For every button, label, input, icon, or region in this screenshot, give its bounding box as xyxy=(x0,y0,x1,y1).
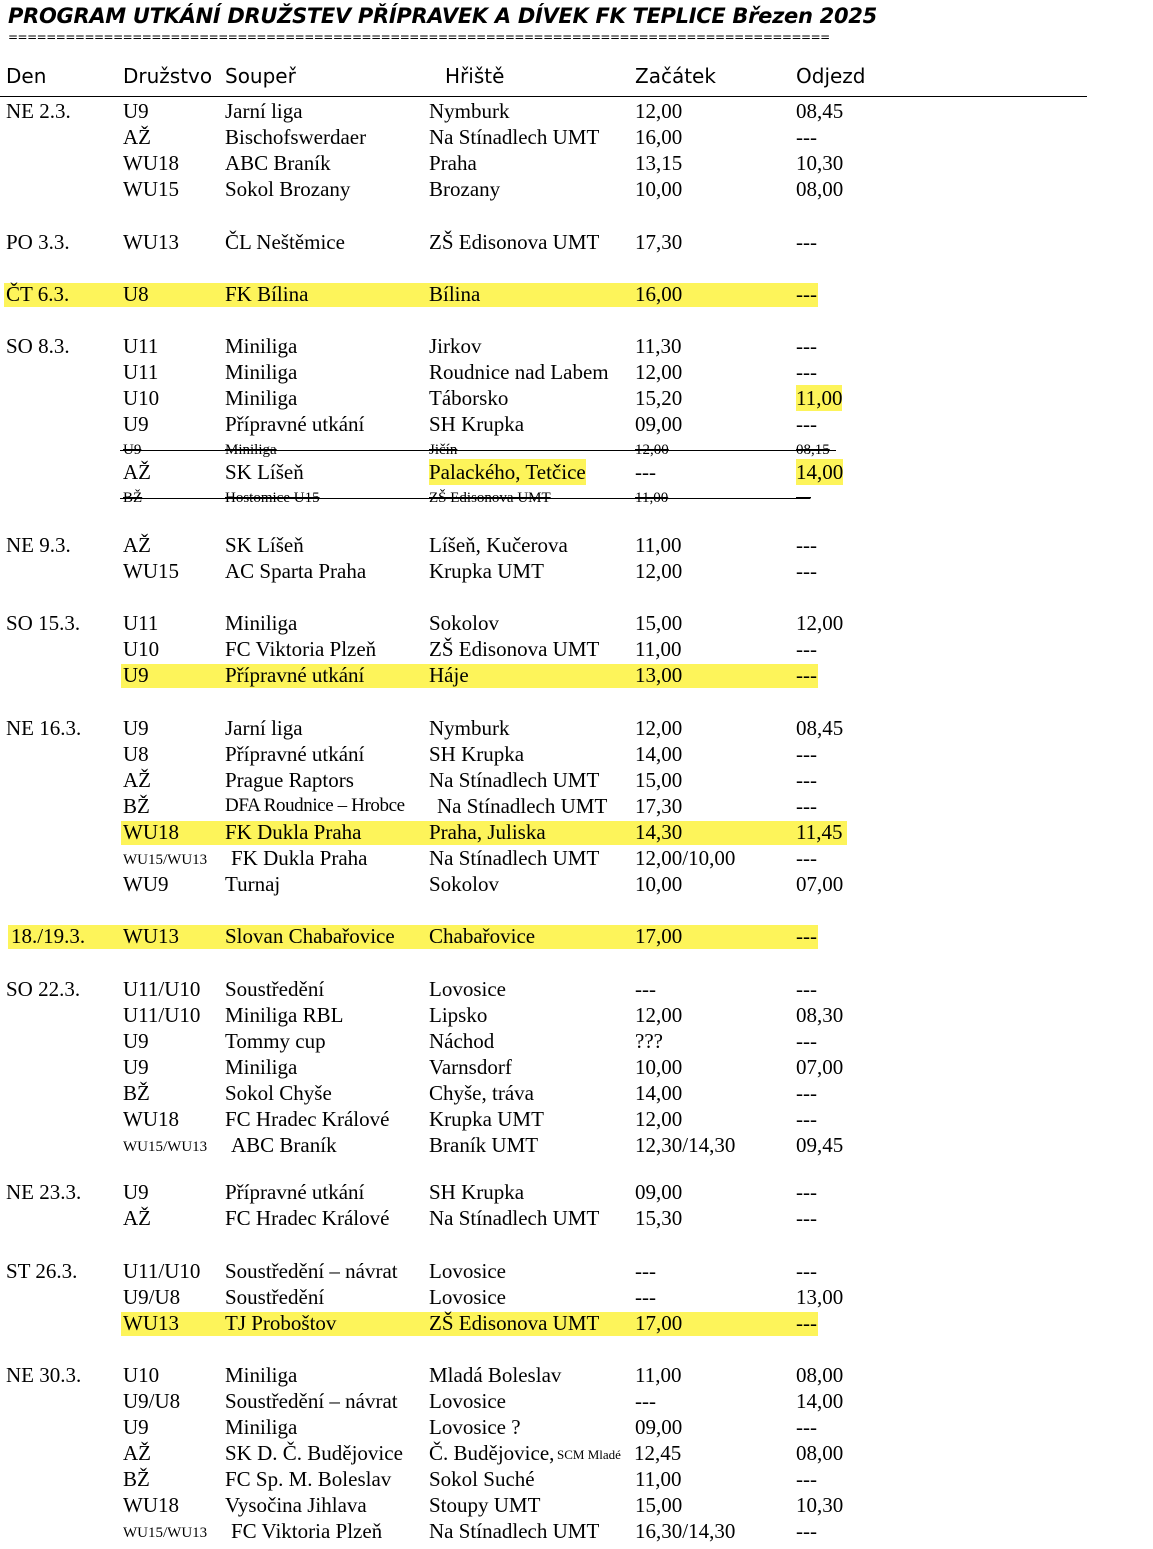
cell-start: 12,00 xyxy=(635,99,683,123)
cell-opponent: Soustředění – návrat xyxy=(225,1389,398,1413)
cell-start: 12,00 xyxy=(635,360,683,384)
cell-venue: Krupka UMT xyxy=(429,559,544,583)
cell-start: 11,00 xyxy=(635,490,669,506)
page-title: PROGRAM UTKÁNÍ DRUŽSTEV PŘÍPRAVEK A DÍVEK FK TEPLICE Březen 2025 xyxy=(8,4,877,28)
cell-team: U9 xyxy=(123,99,149,123)
cell-venue: Na Stínadlech UMT xyxy=(437,794,608,818)
cell-venue: Líšeň, Kučerova xyxy=(429,533,568,557)
cell-departure: 08,15 xyxy=(796,442,830,458)
cell-departure: 07,00 xyxy=(796,872,844,896)
table-row xyxy=(0,1106,1153,1132)
cell-venue-note: SCM Mladé xyxy=(557,1447,621,1462)
cell-day: 18./19.3. xyxy=(11,924,86,948)
header-day: Den xyxy=(6,64,47,88)
cell-venue: Lovosice xyxy=(429,1285,506,1309)
cell-start: 17,30 xyxy=(635,794,683,818)
cell-venue: Jičín xyxy=(429,442,458,458)
header-venue: Hřiště xyxy=(445,64,505,88)
cell-team: U11 xyxy=(123,360,159,384)
cell-day: SO 8.3. xyxy=(6,334,70,358)
cell-opponent: Miniliga xyxy=(225,360,298,384)
table-row xyxy=(0,610,1153,636)
cell-opponent: FC Hradec Králové xyxy=(225,1206,390,1230)
cell-team: WU13 xyxy=(123,1311,179,1335)
table-row xyxy=(0,1028,1153,1054)
cell-team: AŽ xyxy=(123,1441,151,1465)
cell-start: 15,20 xyxy=(635,386,683,410)
cell-venue: Táborsko xyxy=(429,386,509,410)
header-team: Družstvo xyxy=(123,64,213,88)
cell-team: U10 xyxy=(123,386,160,410)
table-row xyxy=(0,333,1153,359)
cell-venue: Nymburk xyxy=(429,99,510,123)
cell-day: ČT 6.3. xyxy=(6,282,70,306)
cell-departure: --- xyxy=(796,924,817,948)
cell-team: WU18 xyxy=(123,1107,179,1131)
cell-start: 11,00 xyxy=(635,533,682,557)
cell-opponent: ČL Neštěmice xyxy=(225,230,345,254)
cell-start: 11,00 xyxy=(635,637,682,661)
cell-departure: 13,00 xyxy=(796,1285,844,1309)
cell-opponent: Sokol Chyše xyxy=(225,1081,332,1105)
cell-opponent: Miniliga xyxy=(225,1055,298,1079)
cell-team: AŽ xyxy=(123,533,151,557)
cell-start: --- xyxy=(635,460,656,484)
cell-start: 09,00 xyxy=(635,1180,683,1204)
cell-departure: --- xyxy=(796,1519,817,1543)
cell-opponent: Přípravné utkání xyxy=(225,412,365,436)
cell-team: AŽ xyxy=(123,768,151,792)
cell-venue: Nymburk xyxy=(429,716,510,740)
cell-venue: Háje xyxy=(429,663,469,687)
cell-start: 12,00 xyxy=(635,559,683,583)
cell-team: U9 xyxy=(123,442,142,458)
cell-team: AŽ xyxy=(123,1206,151,1230)
cell-venue: Na Stínadlech UMT xyxy=(429,846,600,870)
header-rule xyxy=(0,96,1087,97)
cell-team: WU15/WU13 xyxy=(123,852,208,868)
cell-day: SO 22.3. xyxy=(6,977,81,1001)
table-row-highlighted xyxy=(0,662,1153,688)
cell-departure: --- xyxy=(796,1206,817,1230)
cell-start: --- xyxy=(635,1389,656,1413)
cell-venue: SH Krupka xyxy=(429,1180,525,1204)
cell-opponent: Miniliga xyxy=(225,334,298,358)
table-row xyxy=(0,976,1153,1002)
cell-venue: Roudnice nad Labem xyxy=(429,360,609,384)
table-row xyxy=(0,1258,1153,1284)
cell-team: WU13 xyxy=(123,924,179,948)
cell-venue: Lovosice xyxy=(429,1259,506,1283)
cell-start: 13,00 xyxy=(635,663,683,687)
cell-start: 12,00 xyxy=(635,716,683,740)
table-row-highlighted xyxy=(0,923,1153,949)
cell-venue: ZŠ Edisonova UMT xyxy=(429,1311,600,1335)
cell-team: WU15 xyxy=(123,559,179,583)
cell-departure: 08,45 xyxy=(796,716,844,740)
cell-opponent: FK Bílina xyxy=(225,282,309,306)
cell-opponent: Miniliga xyxy=(225,1415,298,1439)
cell-departure: 11,45 xyxy=(796,820,843,844)
cell-departure: --- xyxy=(796,230,817,254)
cell-departure: 14,00 xyxy=(796,1389,844,1413)
cell-departure: 08,00 xyxy=(796,1441,844,1465)
table-row xyxy=(0,1205,1153,1231)
cell-departure: --- xyxy=(796,360,817,384)
cell-opponent: DFA Roudnice – Hrobce xyxy=(225,795,405,816)
table-row-cancelled xyxy=(0,485,1153,505)
cell-opponent: Soustředění xyxy=(225,977,325,1001)
cell-opponent: Soustředění xyxy=(225,1285,325,1309)
cell-opponent: Slovan Chabařovice xyxy=(225,924,395,948)
cell-opponent: Turnaj xyxy=(225,872,281,896)
cell-venue: Na Stínadlech UMT xyxy=(429,768,600,792)
cell-opponent: FC Sp. M. Boleslav xyxy=(225,1467,392,1491)
table-row xyxy=(0,1388,1153,1414)
cell-opponent: Miniliga xyxy=(225,611,298,635)
cell-departure: 07,00 xyxy=(796,1055,844,1079)
cell-departure: --- xyxy=(796,768,817,792)
cell-venue: Jirkov xyxy=(429,334,482,358)
cell-departure: 10,30 xyxy=(796,1493,844,1517)
cell-opponent: Miniliga xyxy=(225,442,277,458)
cell-departure: --- xyxy=(796,846,817,870)
cell-start: 09,00 xyxy=(635,412,683,436)
cell-team: U11 xyxy=(123,611,159,635)
table-row xyxy=(0,176,1153,202)
cell-venue: Na Stínadlech UMT xyxy=(429,125,600,149)
cell-start: 12,00 xyxy=(635,442,669,458)
cell-start: --- xyxy=(635,1285,656,1309)
cell-opponent: FC Viktoria Plzeň xyxy=(231,1519,383,1543)
cell-day: NE 2.3. xyxy=(6,99,71,123)
cell-opponent: TJ Proboštov xyxy=(225,1311,337,1335)
cell-departure: 14,00 xyxy=(796,460,844,484)
table-row-highlighted xyxy=(0,281,1153,307)
cell-venue: ZŠ Edisonova UMT xyxy=(429,230,600,254)
cell-start: 14,30 xyxy=(635,820,683,844)
cell-team: WU13 xyxy=(123,230,179,254)
cell-opponent: SK D. Č. Budějovice xyxy=(225,1441,403,1465)
cell-start: 12,00 xyxy=(635,1107,683,1131)
cell-start: 16,30/14,30 xyxy=(635,1519,736,1543)
cell-opponent: FC Viktoria Plzeň xyxy=(225,637,377,661)
cell-venue: Č. Budějovice, xyxy=(429,1441,555,1465)
cell-team: U11/U10 xyxy=(123,1259,201,1283)
cell-start: 10,00 xyxy=(635,177,683,201)
table-row xyxy=(0,1002,1153,1028)
cell-team: WU18 xyxy=(123,1493,179,1517)
header-opponent: Soupeř xyxy=(225,64,296,88)
cell-opponent: Miniliga xyxy=(225,386,298,410)
separator-line: ====================================================================================== xyxy=(8,32,830,44)
cell-opponent: Sokol Brozany xyxy=(225,177,351,201)
cell-departure: --- xyxy=(796,1180,817,1204)
cell-departure: 08,00 xyxy=(796,1363,844,1387)
cell-opponent: Miniliga xyxy=(225,1363,298,1387)
cell-venue: Na Stínadlech UMT xyxy=(429,1519,600,1543)
cell-team: U9 xyxy=(123,1055,149,1079)
table-row-highlighted xyxy=(0,819,1153,845)
cell-opponent: Vysočina Jihlava xyxy=(225,1493,367,1517)
cell-start: 10,00 xyxy=(635,1055,683,1079)
table-row xyxy=(0,411,1153,437)
table-row xyxy=(0,741,1153,767)
cell-venue: Lipsko xyxy=(429,1003,488,1027)
table-row xyxy=(0,98,1153,124)
cell-opponent: Prague Raptors xyxy=(225,768,354,792)
table-row xyxy=(0,385,1153,411)
table-row xyxy=(0,1362,1153,1388)
cell-team: WU15/WU13 xyxy=(123,1139,208,1155)
cell-day: PO 3.3. xyxy=(6,230,70,254)
cell-departure: --- xyxy=(796,125,817,149)
table-row-cancelled xyxy=(0,437,1153,457)
cell-departure: --- xyxy=(796,533,817,557)
cell-start: --- xyxy=(635,1259,656,1283)
cell-departure: --- xyxy=(796,1415,817,1439)
cell-venue: Stoupy UMT xyxy=(429,1493,541,1517)
cell-team: AŽ xyxy=(123,125,151,149)
cell-start: 17,00 xyxy=(635,924,683,948)
table-row xyxy=(0,359,1153,385)
cell-venue: Náchod xyxy=(429,1029,495,1053)
cell-opponent: Přípravné utkání xyxy=(225,1180,365,1204)
cell-departure: --- xyxy=(796,282,817,306)
cell-start: 11,30 xyxy=(635,334,682,358)
table-row xyxy=(0,1518,1153,1544)
cell-team: WU15 xyxy=(123,177,179,201)
cell-opponent: Hostomice U15 xyxy=(225,490,320,506)
table-row xyxy=(0,1466,1153,1492)
table-row xyxy=(0,793,1153,819)
cell-start: 11,00 xyxy=(635,1363,682,1387)
cell-venue: Krupka UMT xyxy=(429,1107,544,1131)
cell-team: U9 xyxy=(123,1029,149,1053)
cell-venue: Mladá Boleslav xyxy=(429,1363,562,1387)
cell-start: 10,00 xyxy=(635,872,683,896)
cell-venue: Na Stínadlech UMT xyxy=(429,1206,600,1230)
cell-opponent: FK Dukla Praha xyxy=(225,820,362,844)
cell-start: 16,00 xyxy=(635,125,683,149)
cell-departure: --- xyxy=(796,1029,817,1053)
cell-opponent: Jarní liga xyxy=(225,716,303,740)
cell-start: 12,00 xyxy=(635,1003,683,1027)
cell-team: WU9 xyxy=(123,872,169,896)
table-row xyxy=(0,871,1153,897)
table-row xyxy=(0,1132,1153,1158)
cell-departure: --- xyxy=(796,637,817,661)
cell-opponent: ABC Braník xyxy=(225,151,331,175)
cell-opponent: Bischofswerdaer xyxy=(225,125,367,149)
table-row xyxy=(0,845,1153,871)
cell-venue: Varnsdorf xyxy=(429,1055,512,1079)
cell-day: SO 15.3. xyxy=(6,611,81,635)
cell-departure: --- xyxy=(796,794,817,818)
cell-venue: Bílina xyxy=(429,282,481,306)
cell-opponent: Přípravné utkání xyxy=(225,742,365,766)
table-row xyxy=(0,229,1153,255)
cell-venue: SH Krupka xyxy=(429,742,525,766)
table-row xyxy=(0,532,1153,558)
cell-team: U9 xyxy=(123,1180,149,1204)
cell-day: NE 16.3. xyxy=(6,716,82,740)
cell-departure: 09,45 xyxy=(796,1133,844,1157)
cell-opponent: Jarní liga xyxy=(225,99,303,123)
cell-team: U11 xyxy=(123,334,159,358)
cell-venue: Chyše, tráva xyxy=(429,1081,534,1105)
cell-venue: Sokolov xyxy=(429,611,500,635)
cell-venue: Palackého, Tetčice xyxy=(429,460,586,484)
cell-start: 14,00 xyxy=(635,1081,683,1105)
header-start: Začátek xyxy=(635,64,716,88)
cell-opponent: Přípravné utkání xyxy=(225,663,365,687)
table-row xyxy=(0,558,1153,584)
cell-start: 15,00 xyxy=(635,1493,683,1517)
cell-departure: 11,00 xyxy=(796,386,843,410)
cell-departure: --- xyxy=(796,1107,817,1131)
cell-team: U11/U10 xyxy=(123,977,201,1001)
cell-departure: --- xyxy=(796,490,811,506)
table-row xyxy=(0,1179,1153,1205)
cell-venue: ZŠ Edisonova UMT xyxy=(429,637,600,661)
cell-departure: --- xyxy=(796,412,817,436)
cell-departure: --- xyxy=(796,1081,817,1105)
table-row xyxy=(0,1414,1153,1440)
cell-team: U9 xyxy=(123,1415,149,1439)
cell-start: 16,00 xyxy=(635,282,683,306)
cell-start: 13,15 xyxy=(635,151,683,175)
cell-opponent: ABC Braník xyxy=(231,1133,337,1157)
header-departure: Odjezd xyxy=(796,64,866,88)
cell-team: U9 xyxy=(123,716,149,740)
cell-venue: SH Krupka xyxy=(429,412,525,436)
cell-team: U10 xyxy=(123,637,160,661)
cell-departure: 08,00 xyxy=(796,177,844,201)
cell-venue: Praha, Juliska xyxy=(429,820,546,844)
cell-opponent: AC Sparta Praha xyxy=(225,559,367,583)
cell-opponent: SK Líšeň xyxy=(225,533,304,557)
cell-opponent: Tommy cup xyxy=(225,1029,326,1053)
cell-start: 12,45 xyxy=(634,1441,682,1465)
cell-team: BŽ xyxy=(123,794,150,818)
cell-venue: Brozany xyxy=(429,177,501,201)
cell-day: NE 23.3. xyxy=(6,1180,82,1204)
cell-team: U9/U8 xyxy=(123,1389,181,1413)
cell-start: 11,00 xyxy=(635,1467,682,1491)
table-row-highlighted xyxy=(0,1310,1153,1336)
cell-team: U11/U10 xyxy=(123,1003,201,1027)
cell-start: 09,00 xyxy=(635,1415,683,1439)
table-row xyxy=(0,124,1153,150)
table-row xyxy=(0,1054,1153,1080)
cell-start: 17,00 xyxy=(635,1311,683,1335)
cell-venue: Sokol Suché xyxy=(429,1467,535,1491)
cell-team: WU15/WU13 xyxy=(123,1525,208,1541)
cell-departure: --- xyxy=(796,742,817,766)
cell-team: AŽ xyxy=(123,460,151,484)
cell-start: 12,00/10,00 xyxy=(635,846,736,870)
cell-team: BŽ xyxy=(123,1081,150,1105)
cell-start: 15,30 xyxy=(635,1206,683,1230)
cell-departure: 10,30 xyxy=(796,151,844,175)
cell-departure: --- xyxy=(796,1311,817,1335)
table-row xyxy=(0,636,1153,662)
cell-team: BŽ xyxy=(123,490,143,506)
cell-departure: 08,45 xyxy=(796,99,844,123)
cell-start: 12,30/14,30 xyxy=(635,1133,736,1157)
cell-venue: Lovosice xyxy=(429,1389,506,1413)
cell-venue: Braník UMT xyxy=(429,1133,539,1157)
cell-start: 15,00 xyxy=(635,768,683,792)
cell-team: BŽ xyxy=(123,1467,150,1491)
cell-start: --- xyxy=(635,977,656,1001)
cell-venue: Lovosice xyxy=(429,977,506,1001)
table-row xyxy=(0,150,1153,176)
cell-opponent: Soustředění – návrat xyxy=(225,1259,398,1283)
cell-day: NE 30.3. xyxy=(6,1363,82,1387)
table-row xyxy=(0,767,1153,793)
cell-team: U8 xyxy=(123,742,149,766)
cell-day: NE 9.3. xyxy=(6,533,71,557)
cell-venue: ZŠ Edisonova UMT xyxy=(429,490,551,506)
cell-venue: Chabařovice xyxy=(429,924,536,948)
table-row xyxy=(0,1440,1153,1466)
cell-team: WU18 xyxy=(123,151,179,175)
table-row xyxy=(0,1284,1153,1310)
cell-day: ST 26.3. xyxy=(6,1259,78,1283)
cell-departure: 12,00 xyxy=(796,611,844,635)
cell-opponent: FC Hradec Králové xyxy=(225,1107,390,1131)
cell-opponent: FK Dukla Praha xyxy=(231,846,368,870)
cell-departure: 08,30 xyxy=(796,1003,844,1027)
cell-venue: Sokolov xyxy=(429,872,500,896)
cell-team: U9 xyxy=(123,412,149,436)
cell-team: U10 xyxy=(123,1363,160,1387)
cell-departure: --- xyxy=(796,334,817,358)
table-row xyxy=(0,715,1153,741)
cell-start: 15,00 xyxy=(635,611,683,635)
table-row xyxy=(0,1492,1153,1518)
cell-team: U9/U8 xyxy=(123,1285,181,1309)
table-header xyxy=(0,62,1153,94)
table-row xyxy=(0,459,1153,485)
cell-team: U8 xyxy=(123,282,149,306)
cell-team: WU18 xyxy=(123,820,179,844)
cell-departure: --- xyxy=(796,1467,817,1491)
table-row xyxy=(0,1080,1153,1106)
cell-departure: --- xyxy=(796,977,817,1001)
cell-venue: Praha xyxy=(429,151,477,175)
cell-opponent: SK Líšeň xyxy=(225,460,304,484)
cell-start: ??? xyxy=(635,1029,663,1053)
cell-opponent: Miniliga RBL xyxy=(225,1003,344,1027)
cell-venue: Lovosice ? xyxy=(429,1415,521,1439)
cell-team: U9 xyxy=(123,663,149,687)
cell-start: 17,30 xyxy=(635,230,683,254)
cell-departure: --- xyxy=(796,559,817,583)
cell-departure: --- xyxy=(796,1259,817,1283)
cell-start: 14,00 xyxy=(635,742,683,766)
cell-departure: --- xyxy=(796,663,817,687)
